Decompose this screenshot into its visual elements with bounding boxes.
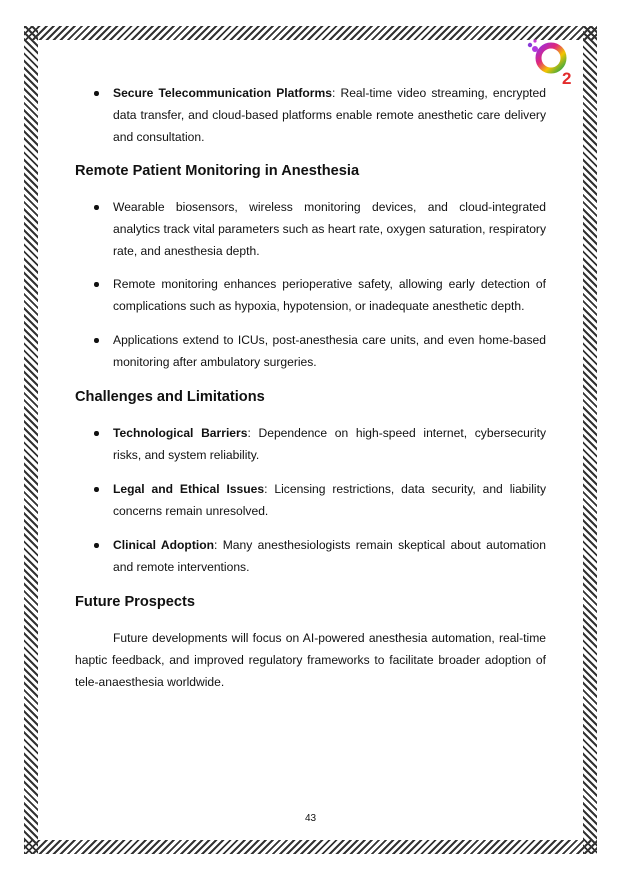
svg-text:2: 2 [562, 69, 572, 88]
page-border-top [24, 26, 597, 40]
list-item-term: Legal and Ethical Issues [113, 482, 265, 496]
list-item-text: Wearable biosensors, wireless monitoring devices, and cloud-integrated analytics track vital parameters such as heart rate, oxygen saturation, respiratory rate, and anesthesia depth. [113, 200, 546, 258]
bullet-dot [94, 338, 99, 343]
list-item [75, 273, 546, 317]
list-item-text [113, 478, 546, 522]
bullet-dot [94, 205, 99, 210]
list-item [75, 478, 546, 522]
list-item-term: Clinical Adoption [113, 538, 214, 552]
body-paragraph: Future developments will focus on AI-powered anesthesia automation, real-time haptic feedback, and improved regulatory frameworks to facilitate broader adoption of tele-anaesthesia worldwide. [75, 631, 546, 689]
list-item [75, 329, 546, 373]
bullet-dot [94, 543, 99, 548]
list-item-text [113, 534, 546, 578]
list-item [75, 534, 546, 578]
section-heading: Future Prospects [75, 594, 196, 610]
list-item-body: : Licensing restrictions, data security, and liability concerns remain unresolved. [113, 482, 546, 518]
list-item-body: : Dependence on high-speed internet, cybersecurity risks, and system reliability. [113, 426, 546, 462]
list-item-text: Remote monitoring enhances perioperative safety, allowing early detection of complications such as hypoxia, hypotension, or inadequate anesthetic depth. [113, 277, 546, 313]
list-item [75, 422, 546, 466]
section-heading: Remote Patient Monitoring in Anesthesia [75, 163, 360, 179]
page-number: 43 [304, 813, 317, 824]
list-item-term: Secure Telecommunication Platforms [113, 86, 332, 100]
list-item-text [113, 422, 546, 466]
bullet-dot [94, 487, 99, 492]
list-item-text [113, 82, 546, 148]
list-item [75, 196, 546, 262]
list-item-term: Technological Barriers [113, 426, 248, 440]
page-border-bottom [24, 840, 597, 854]
list-item [75, 82, 546, 148]
page-border-left [24, 26, 38, 854]
section-heading: Challenges and Limitations [75, 389, 265, 405]
page-border-right [583, 26, 597, 854]
bullet-dot [94, 91, 99, 96]
list-item-body: : Many anesthesiologists remain skeptical about automation and remote interventions. [113, 538, 546, 574]
bullet-dot [94, 431, 99, 436]
bullet-dot [94, 282, 99, 287]
list-item-body: : Real-time video streaming, encrypted data transfer, and cloud-based platforms enable remote anesthetic care delivery and consultation. [113, 86, 546, 144]
list-item-text: Applications extend to ICUs, post-anesthesia care units, and even home-based monitoring after ambulatory surgeries. [113, 333, 546, 369]
